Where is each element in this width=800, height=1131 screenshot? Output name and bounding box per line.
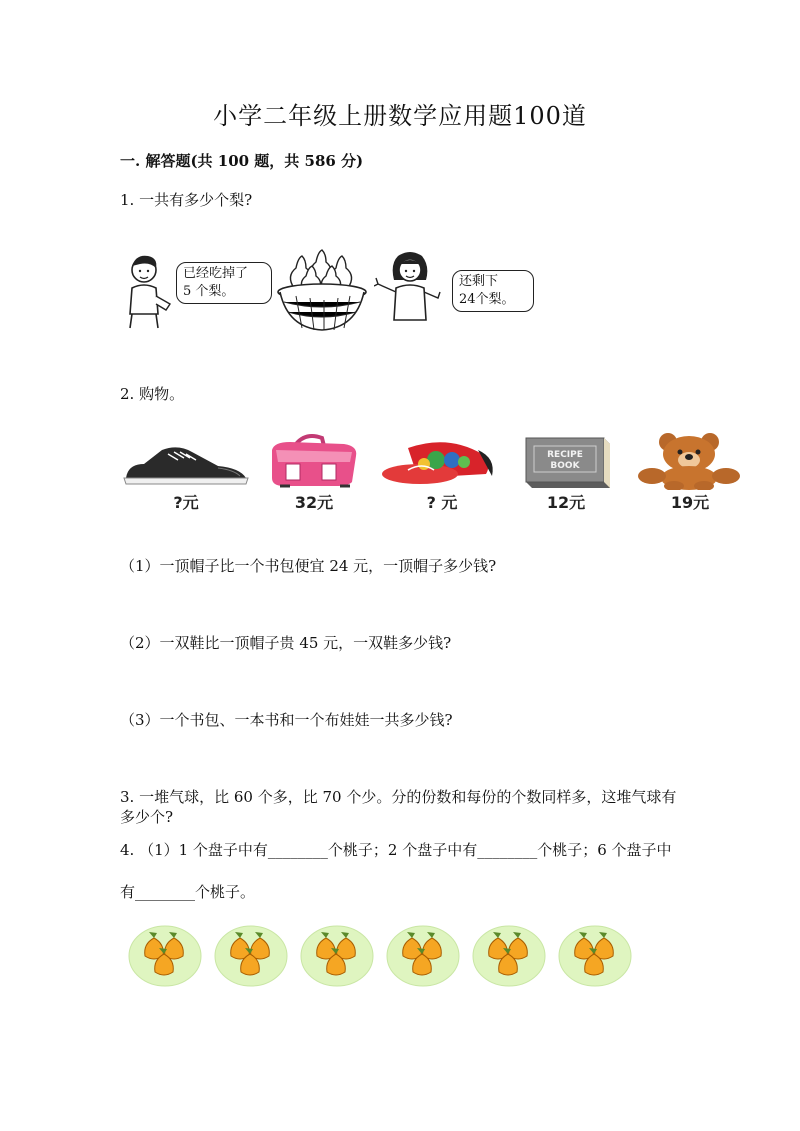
peach-plate-icon xyxy=(126,924,204,988)
speech-bubble-girl xyxy=(452,270,534,312)
peach-plate-icon xyxy=(470,924,548,988)
price-label: 32元 xyxy=(294,493,334,512)
peach-plate-icon xyxy=(556,924,634,988)
peach-plate-icon xyxy=(384,924,462,988)
question-2: 2. 购物。 xyxy=(120,385,185,403)
page-title: 小学二年级上册数学应用题100道 xyxy=(213,102,587,130)
pear-illustration xyxy=(122,248,532,338)
price-label: 19元 xyxy=(670,493,710,512)
recipe-book-icon xyxy=(518,434,618,488)
section-heading: 一. 解答题(共 100 题，共 586 分) xyxy=(120,152,364,170)
bubble-line: 5 个梨。 xyxy=(183,284,235,299)
bubble-line: 还剩下 xyxy=(459,274,499,289)
peach-plate xyxy=(126,924,204,988)
peach-plate xyxy=(212,924,290,988)
bubble-line: 已经吃掉了 xyxy=(183,266,249,281)
peach-plate xyxy=(298,924,376,988)
peach-plate-icon xyxy=(212,924,290,988)
book-cover-text: BOOK xyxy=(550,461,580,471)
question-2-part-2: （2）一双鞋比一顶帽子贵 45 元，一双鞋多少钱? xyxy=(120,634,452,652)
peach-plate-icon xyxy=(298,924,376,988)
bubble-line: 24个梨。 xyxy=(459,292,515,307)
speech-bubble-boy xyxy=(176,262,272,304)
pear-basket-icon xyxy=(272,248,372,334)
shop-item-book xyxy=(506,432,626,512)
shop-item-shoes xyxy=(126,432,246,512)
peach-plates xyxy=(126,924,646,994)
shop-item-schoolbag xyxy=(254,432,374,512)
question-4: 4. （1）1 个盘子中有________个桃子；2 个盘子中有________个桃子；6 个盘子中有________个桃子。 xyxy=(120,841,672,901)
question-2-part-3: （3）一个书包、一本书和一个布娃娃一共多少钱? xyxy=(120,711,453,729)
book-cover-text: RECIPE xyxy=(547,450,583,460)
sneaker-icon xyxy=(122,438,252,488)
boy-figure-icon xyxy=(122,252,176,332)
girl-figure-icon xyxy=(374,250,444,332)
peach-plate xyxy=(470,924,548,988)
price-label: 12元 xyxy=(546,493,586,512)
schoolbag-icon xyxy=(260,432,370,488)
question-2-part-1: （1）一顶帽子比一个书包便宜 24 元，一顶帽子多少钱? xyxy=(120,557,497,575)
teddy-bear-icon xyxy=(634,432,744,490)
question-1: 1. 一共有多少个梨? xyxy=(120,191,253,209)
peach-plate xyxy=(384,924,462,988)
shopping-items xyxy=(120,432,760,512)
price-label: ?元 xyxy=(173,493,199,512)
peach-plate xyxy=(556,924,634,988)
shop-item-teddy xyxy=(630,432,750,512)
question-3: 3. 一堆气球，比 60 个多，比 70 个少。分的份数和每份的个数同样多，这堆气球有多少个? xyxy=(120,788,677,826)
price-label: ? 元 xyxy=(426,493,458,512)
cap-icon xyxy=(378,440,498,490)
shop-item-cap xyxy=(382,432,502,512)
